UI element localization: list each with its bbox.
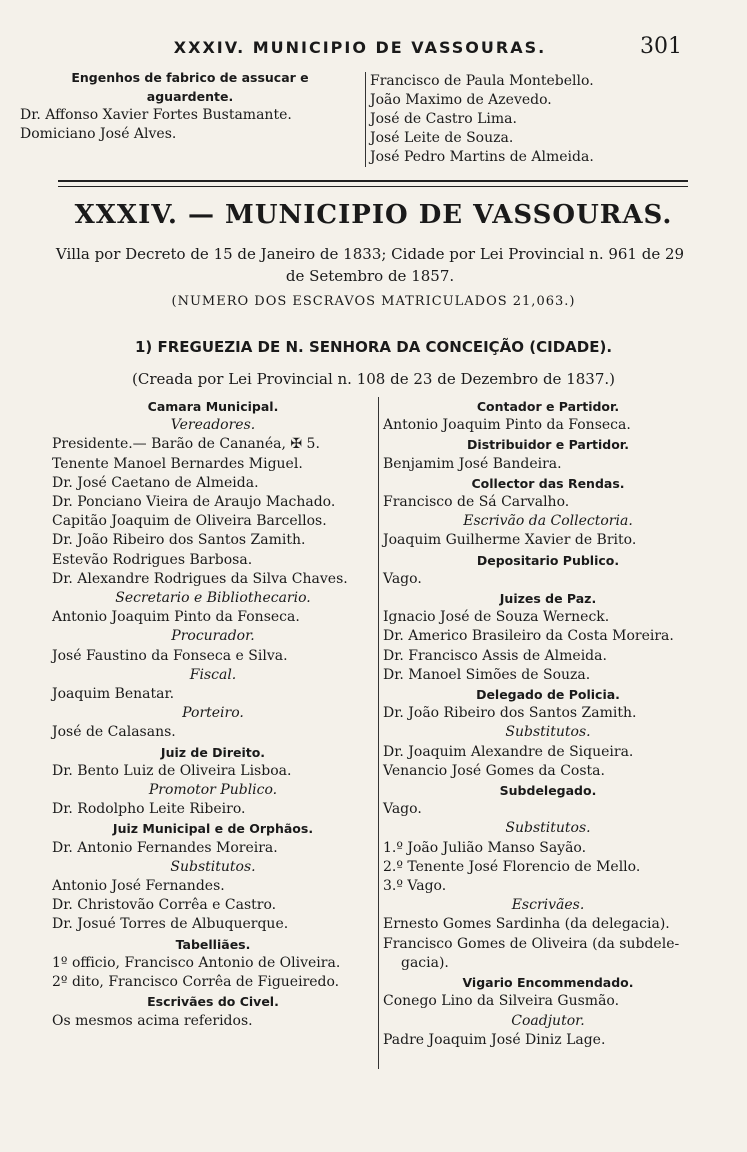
list-item: Dr. Joaquim Alexandre de Siqueira. [383,743,634,760]
role-subheading: Promotor Publico. [148,782,278,799]
list-item: Os mesmos acima referidos. [52,1012,253,1029]
list-item: Dr. José Caetano de Almeida. [52,474,259,491]
list-item: Dr. Antonio Fernandes Moreira. [52,839,278,856]
list-item: Estevão Rodrigues Barbosa. [52,551,253,568]
section-heading: Vigario Encommendado. [462,975,634,991]
role-subheading: Fiscal. [189,666,237,683]
list-item: Dr. Americo Brasileiro da Costa Moreira. [383,628,674,645]
list-item: Dr. Josué Torres de Albuquerque. [52,916,289,933]
list-item: 3.º Vago. [383,878,447,895]
list-item: Dr. Rodolpho Leite Ribeiro. [52,801,246,818]
list-item: Capitão Joaquim de Oliveira Barcellos. [52,513,327,530]
list-item: José Pedro Martins de Almeida. [370,149,594,165]
role-subheading: Substitutos. [505,820,591,837]
villa-decree [40,243,700,287]
list-item: Venancio José Gomes da Costa. [383,762,605,779]
section-heading: Collector das Rendas. [471,475,625,491]
list-item: Joaquim Benatar. [52,686,175,703]
list-item: Francisco Gomes de Oliveira (da subdele- [383,935,680,952]
role-subheading: Vereadores. [170,417,256,434]
list-item: Dr. Christovão Corrêa e Castro. [52,897,277,914]
escravos-count: (NUMERO DOS ESCRAVOS MATRICULADOS 21,063.) [171,294,576,309]
list-item: Ignacio José de Souza Werneck. [383,609,610,626]
villa-line-2: de Setembro de 1857. [285,267,455,285]
page-number: 301 [640,34,682,59]
list-item: Antonio José Fernandes. [52,878,225,895]
list-item: Padre Joaquim José Diniz Lage. [383,1031,606,1048]
freguezia-title: 1) FREGUEZIA DE N. SENHORA DA CONCEIÇÃO (CIDADE). [134,338,613,356]
list-item: 1º officio, Francisco Antonio de Oliveira. [52,954,341,971]
list-item: Tenente Manoel Bernardes Miguel. [52,455,303,472]
section-heading: Subdelegado. [499,783,597,799]
section-heading: Juiz de Direito. [160,744,266,760]
role-subheading: Escrivães. [511,897,585,914]
engenhos-heading-line1: Engenhos de fabrico de assucar e [71,70,309,85]
list-item: Joaquim Guilherme Xavier de Brito. [383,532,637,549]
role-subheading: Procurador. [171,628,255,645]
engenhos-heading-line2: aguardente. [146,89,234,104]
list-item: Domiciano José Alves. [20,126,177,142]
list-item: Ernesto Gomes Sardinha (da delegacia). [383,916,670,933]
freguezia-creada: (Creada por Lei Provincial n. 108 de 23 de Dezembro de 1837.) [131,370,615,388]
section-heading: Contador e Partidor. [476,399,620,414]
list-item: Dr. Bento Luiz de Oliveira Lisboa. [52,762,292,779]
section-heading: Camara Municipal. [147,399,279,414]
list-item: Dr. Manoel Simões de Souza. [383,666,591,683]
section-heading: Tabelliães. [175,936,251,952]
list-item: Dr. Alexandre Rodrigues da Silva Chaves. [52,570,348,587]
list-item-continuation: gacia). [401,954,449,971]
role-subheading: Coadjutor. [511,1012,585,1029]
section-heading: Delegado de Policia. [476,687,620,703]
list-item: Antonio Joaquim Pinto da Fonseca. [383,417,631,434]
list-item: Vago. [383,801,422,818]
list-item: 2º dito, Francisco Corrêa de Figueiredo. [52,974,340,991]
list-item: Presidente.— Barão de Cananéa, ✠ 5. [52,436,320,453]
top-section [20,68,720,168]
section-heading: Juiz Municipal e de Orphãos. [112,821,314,837]
list-item: Francisco de Sá Carvalho. [383,494,570,511]
list-item: Conego Lino da Silveira Gusmão. [383,993,620,1010]
list-item: Benjamim José Bandeira. [383,455,562,472]
top-right-column [365,72,710,167]
list-item: Dr. Affonso Xavier Fortes Bustamante. [20,107,292,123]
list-item: Dr. Ponciano Vieira de Araujo Machado. [52,494,336,511]
list-item: José de Calasans. [52,724,176,741]
list-item: Antonio Joaquim Pinto da Fonseca. [52,609,300,626]
section-heading: Juizes de Paz. [499,591,597,607]
section-heading: Escrivães do Civel. [147,994,279,1010]
role-subheading: Porteiro. [182,705,244,722]
role-subheading: Secretario e Bibliothecario. [115,590,311,607]
list-item: João Maximo de Azevedo. [370,92,552,108]
right-column [378,397,713,1069]
section-heading: Depositario Publico. [476,552,620,568]
role-subheading: Substitutos. [505,724,591,741]
section-divider [58,180,688,187]
municipio-title: XXXIV. — MUNICIPIO DE VASSOURAS. [74,200,673,230]
villa-line-1: Villa por Decreto de 15 de Janeiro de 1833; Cidade por Lei Provincial n. 961 de 29 [55,245,685,263]
list-item: José Leite de Souza. [370,130,514,146]
list-item: Vago. [383,570,422,587]
list-item: José Faustino da Fonseca e Silva. [52,647,288,664]
list-item: 1.º João Julião Manso Sayão. [383,839,587,856]
role-subheading: Escrivão da Collectoria. [463,513,633,530]
section-heading: Distribuidor e Partidor. [467,437,629,453]
top-left-column [20,68,360,144]
list-item: Francisco de Paula Montebello. [370,73,594,89]
list-item: Dr. João Ribeiro dos Santos Zamith. [52,532,306,549]
running-title: XXXIV. MUNICIPIO DE VASSOURAS. [173,38,547,57]
role-subheading: Substitutos. [170,858,256,875]
list-item: José de Castro Lima. [370,111,517,127]
list-item: Dr. Francisco Assis de Almeida. [383,647,607,664]
list-item: 2.º Tenente José Florencio de Mello. [383,858,641,875]
list-item: Dr. João Ribeiro dos Santos Zamith. [383,705,637,722]
left-column [52,397,374,1031]
